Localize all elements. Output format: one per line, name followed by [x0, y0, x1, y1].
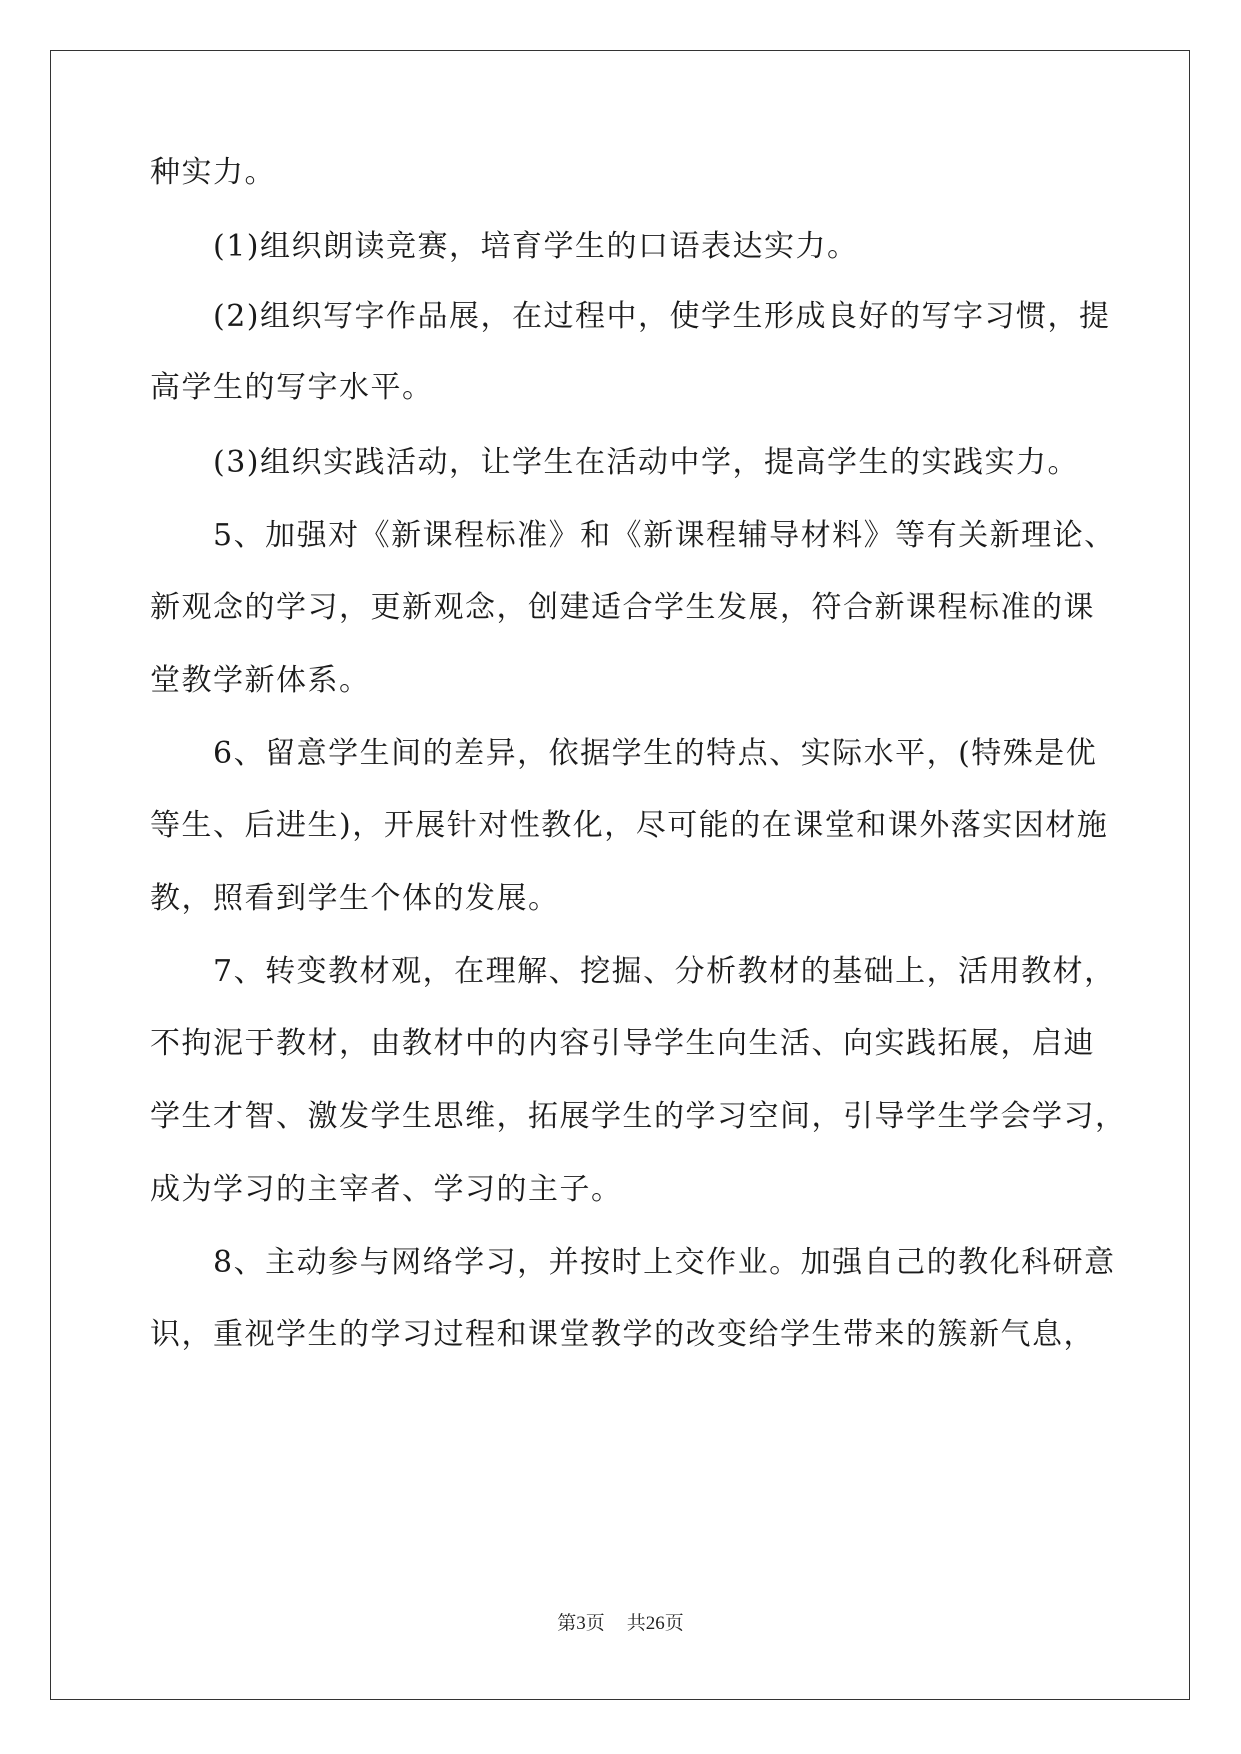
text-line: 新观念的学习，更新观念，创建适合学生发展，符合新课程标准的课	[150, 590, 1095, 625]
text-line: 5、加强对《新课程标准》和《新课程辅导材料》等有关新理论、	[213, 518, 1116, 553]
page-total: 共26页	[626, 1613, 684, 1634]
text-line: 学生才智、激发学生思维，拓展学生的学习空间，引导学生学会学习，	[150, 1099, 1127, 1134]
text-line: 堂教学新体系。	[150, 663, 371, 698]
text-line: 识，重视学生的学习过程和课堂教学的改变给学生带来的簇新气息，	[150, 1317, 1095, 1352]
text-line: 8、主动参与网络学习，并按时上交作业。加强自己的教化科研意	[213, 1245, 1116, 1280]
text-line: 6、留意学生间的差异，依据学生的特点、实际水平，(特殊是优	[213, 736, 1098, 771]
text-line: (2)组织写字作品展，在过程中，使学生形成良好的写字习惯，提	[213, 299, 1111, 334]
text-line: 7、转变教材观，在理解、挖掘、分析教材的基础上，活用教材，	[213, 954, 1116, 989]
text-line: 教，照看到学生个体的发展。	[150, 881, 560, 916]
page-footer	[0, 1612, 1241, 1636]
text-line: 种实力。	[150, 155, 276, 190]
text-line: 等生、后进生)，开展针对性教化，尽可能的在课堂和课外落实因材施	[150, 808, 1109, 843]
text-line: 高学生的写字水平。	[150, 370, 434, 405]
text-line: 成为学习的主宰者、学习的主子。	[150, 1172, 623, 1207]
text-line: 不拘泥于教材，由教材中的内容引导学生向生活、向实践拓展，启迪	[150, 1026, 1095, 1061]
page-number: 第3页	[557, 1613, 605, 1634]
text-line: (3)组织实践活动，让学生在活动中学，提高学生的实践实力。	[213, 445, 1079, 480]
text-line: (1)组织朗读竞赛，培育学生的口语表达实力。	[213, 229, 859, 264]
